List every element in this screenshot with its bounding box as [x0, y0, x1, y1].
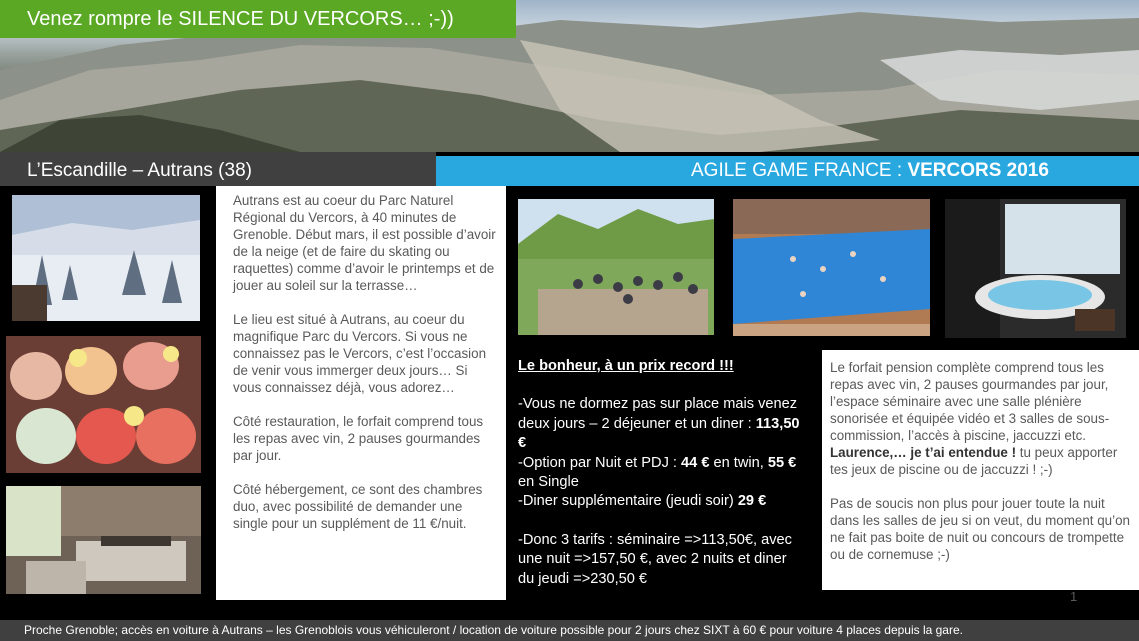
right-text-column	[822, 350, 1139, 590]
bedroom-photo	[6, 486, 201, 594]
pricing-text	[508, 346, 814, 602]
left-paragraph-4: Côté hébergement, ce sont des chambres duo, avec possibilité de demander une single pour un supplément de 11 €/nuit.	[233, 482, 483, 531]
pricing-line-2: -Option par Nuit et PDJ : 44 € en twin, 55 € en Single	[518, 454, 797, 491]
pricing-line-1: -Vous ne dormez pas sur place mais venez deux jours – 2 déjeuner et un diner : 113,50 €	[518, 396, 800, 452]
event-title-prefix: AGILE GAME FRANCE :	[691, 160, 908, 181]
left-text-column	[216, 186, 506, 600]
terrace-photo	[518, 199, 714, 335]
left-paragraph-3: Côté restauration, le forfait comprend tous les repas avec vin, 2 pauses gourmandes par jour.	[233, 414, 484, 463]
pricing-line-3: -Diner supplémentaire (jeudi soir) 29 €	[518, 493, 767, 510]
venue-title: L’Escandille – Autrans (38)	[0, 152, 436, 186]
page-number: 1	[1070, 589, 1078, 604]
event-title-bold: VERCORS 2016	[907, 160, 1049, 181]
right-paragraph-2: Pas de soucis non plus pour jouer toute la nuit dans les salles de jeu si on veut, du moment qu’on ne fait pas boite de nuit ou concours de trompette ou de cornemuse ;-)	[830, 496, 1130, 562]
swimming-pool-photo	[733, 199, 930, 336]
page-title: Venez rompre le SILENCE DU VERCORS… ;-))	[0, 0, 516, 38]
pricing-heading: Le bonheur, à un prix record !!!	[518, 358, 734, 374]
pricing-line-4: -Donc 3 tarifs : séminaire =>113,50€, avec une nuit =>157,50 €, avec 2 nuits et diner du jeudi =>230,50 €	[518, 531, 792, 587]
food-verrines-photo	[6, 336, 201, 473]
right-paragraph-1: Le forfait pension complète comprend tous les repas avec vin, 2 pauses gourmandes par jour, l’espace séminaire avec une salle plénière sonorisée et équipée vidéo et 3 salles de sous-commission, l’accès à piscine, jaccuzzi etc. Laurence,… je t’ai entendue ! tu peux apporter tes jeux de piscine ou de jaccuzzi ! ;-)	[830, 360, 1118, 477]
snow-landscape-photo	[12, 195, 200, 321]
jacuzzi-photo	[945, 199, 1126, 338]
left-paragraph-1: Autrans est au coeur du Parc Naturel Régional du Vercors, à 40 minutes de Grenoble. Début mars, il est possible d’avoir de la neige (et de faire du skating ou raquettes) comme d’avoir le printemps et de jouer au soleil sur la terrasse…	[233, 193, 496, 293]
left-paragraph-2: Le lieu est situé à Autrans, au coeur du magnifique Parc du Vercors. Si vous ne connaissez pas le Vercors, c’est l’occasion de venir vous immerger deux jours… Si vous connaissez déjà, vous adorez…	[233, 312, 487, 395]
footer-note: Proche Grenoble; accès en voiture à Autrans – les Grenoblois vous véhiculeront / location de voiture possible pour 2 jours chez SIXT à 60 € pour voiture 4 places depuis la gare.	[0, 620, 1139, 641]
event-title	[436, 156, 1139, 186]
